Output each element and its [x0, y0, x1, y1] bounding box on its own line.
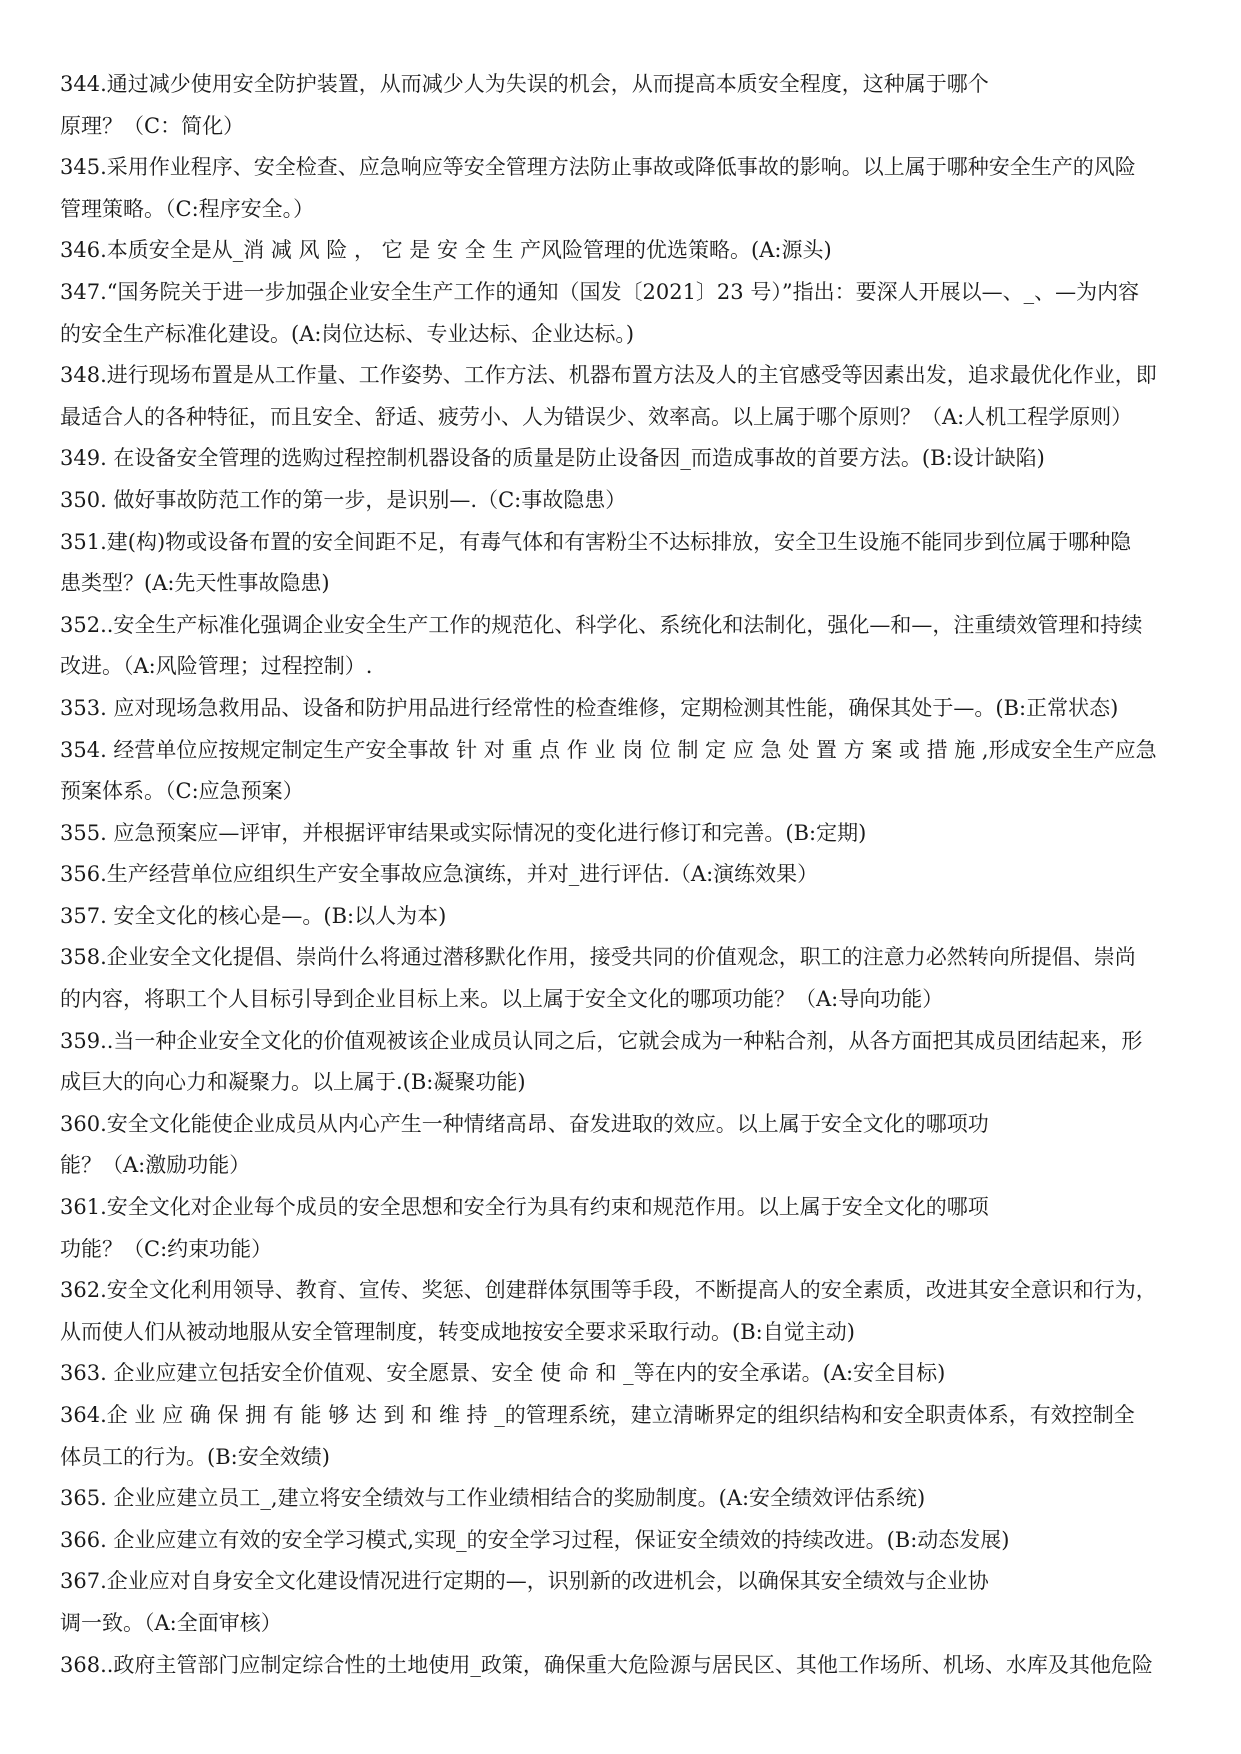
text-line: 体员工的行为。(B:安全效绩) — [60, 1444, 330, 1469]
text-line: 352..安全生产标准化强调企业安全生产工作的规范化、科学化、系统化和法制化，强化—和—，注重绩效管理和持续 — [60, 612, 1143, 637]
text-line: 346.本质安全是从_消 减 风 险 ， 它 是 安 全 生 产风险管理的优选策略。(A:源头) — [60, 238, 832, 263]
text-line: 的安全生产标准化建设。(A:岗位达标、专业达标、企业达标。) — [60, 321, 635, 346]
text-line: 344.通过减少使用安全防护装置，从而减少人为失误的机会，从而提高本质安全程度，这种属于哪个 — [60, 72, 989, 96]
text-line: 354. 经营单位应按规定制定生产安全事故 针 对 重 点 作 业 岗 位 制 定 应 急 处 置 方 案 或 措 施 ,形成安全生产应急 — [60, 737, 1157, 762]
text-line: 预案体系。（C:应急预案） — [60, 779, 304, 804]
text-line: 361.安全文化对企业每个成员的安全思想和安全行为具有约束和规范作用。以上属于安全文化的哪项 — [60, 1195, 989, 1220]
text-line: 349. 在设备安全管理的选购过程控制机器设备的质量是防止设备因_而造成事故的首要方法。(B:设计缺陷) — [60, 446, 1045, 471]
text-line: 成巨大的向心力和凝聚力。以上属于.(B:凝聚功能) — [60, 1070, 526, 1095]
text-line: 调一致。（A:全面审核） — [60, 1610, 282, 1635]
text-line: 348.进行现场布置是从工作量、工作姿势、工作方法、机器布置方法及人的主官感受等因素出发，追求最优化作业，即 — [60, 363, 1157, 388]
text-line: 359..当一种企业安全文化的价值观被该企业成员认同之后，它就会成为一种粘合剂，从各方面把其成员团结起来，形 — [60, 1028, 1143, 1053]
text-line: 改进。（A:风险管理；过程控制）. — [60, 654, 373, 679]
text-line: 362.安全文化利用领导、教育、宣传、奖惩、创建群体氛围等手段，不断提高人的安全素质，改进其安全意识和行为， — [60, 1278, 1157, 1303]
text-line: 的内容，将职工个人目标引导到企业目标上来。以上属于安全文化的哪项功能？（A:导向功能） — [60, 987, 944, 1012]
text-line: 350. 做好事故防范工作的第一步，是识别—.（C:事故隐患） — [60, 487, 627, 512]
text-line: 364.企 业 应 确 保 拥 有 能 够 达 到 和 维 持 _的管理系统，建立清晰界定的组织结构和安全职责体系，有效控制全 — [60, 1403, 1135, 1427]
text-line: 管理策略。（C:程序安全。） — [60, 196, 315, 221]
text-line: 最适合人的各种特征，而且安全、舒适、疲劳小、人为错误少、效率高。以上属于哪个原则？（A:人机工程学原则） — [60, 404, 1133, 429]
text-line: 351.建(构)物或设备布置的安全间距不足，有毒气体和有害粉尘不达标排放，安全卫生设施不能同步到位属于哪种隐 — [60, 529, 1132, 554]
text-line: 366. 企业应建立有效的安全学习模式,实现_的安全学习过程，保证安全绩效的持续改进。(B:动态发展) — [60, 1527, 1010, 1552]
text-line: 355. 应急预案应—评审，并根据评审结果或实际情况的变化进行修订和完善。(B:定期) — [60, 820, 867, 845]
text-line: 365. 企业应建立员工_,建立将安全绩效与工作业绩相结合的奖励制度。(A:安全绩效评估系统) — [60, 1486, 926, 1511]
text-line: 353. 应对现场急救用品、设备和防护用品进行经常性的检查维修，定期检测其性能，确保其处于—。(B:正常状态) — [60, 695, 1119, 720]
text-line: 368..政府主管部门应制定综合性的土地使用_政策，确保重大危险源与居民区、其他工作场所、机场、水库及其他危险 — [60, 1652, 1153, 1677]
text-line: 能？（A:激励功能） — [60, 1153, 251, 1178]
text-line: 原理？（C：简化） — [60, 113, 245, 138]
text-line: 从而使人们从被动地服从安全管理制度，转变成地按安全要求采取行动。(B:自觉主动) — [60, 1319, 855, 1344]
text-line: 358.企业安全文化提倡、崇尚什么将通过潜移默化作用，接受共同的价值观念，职工的注意力必然转向所提倡、崇尚 — [60, 945, 1136, 970]
text-line: 347.“国务院关于进一步加强企业安全生产工作的通知（国发〔2021〕23 号）”指出：要深人开展以—、_、—为内容 — [60, 279, 1140, 304]
text-line: 患类型？(A:先天性事故隐患) — [60, 571, 330, 596]
document-page — [60, 64, 1200, 1686]
text-line: 功能？（C:约束功能） — [60, 1236, 273, 1261]
text-line: 363. 企业应建立包括安全价值观、安全愿景、安全 使 命 和 _等在内的安全承诺。(A:安全目标) — [60, 1361, 946, 1386]
text-line: 360.安全文化能使企业成员从内心产生一种情绪高昂、奋发进取的效应。以上属于安全文化的哪项功 — [60, 1111, 989, 1136]
text-line: 356.生产经营单位应组织生产安全事故应急演练，并对_进行评估.（A:演练效果） — [60, 862, 819, 887]
text-line: 345.采用作业程序、安全检查、应急响应等安全管理方法防止事故或降低事故的影响。以上属于哪种安全生产的风险 — [60, 155, 1136, 180]
text-line: 367.企业应对自身安全文化建设情况进行定期的—，识别新的改进机会，以确保其安全绩效与企业协 — [60, 1569, 989, 1594]
text-line: 357. 安全文化的核心是—。(B:以人为本) — [60, 903, 447, 928]
